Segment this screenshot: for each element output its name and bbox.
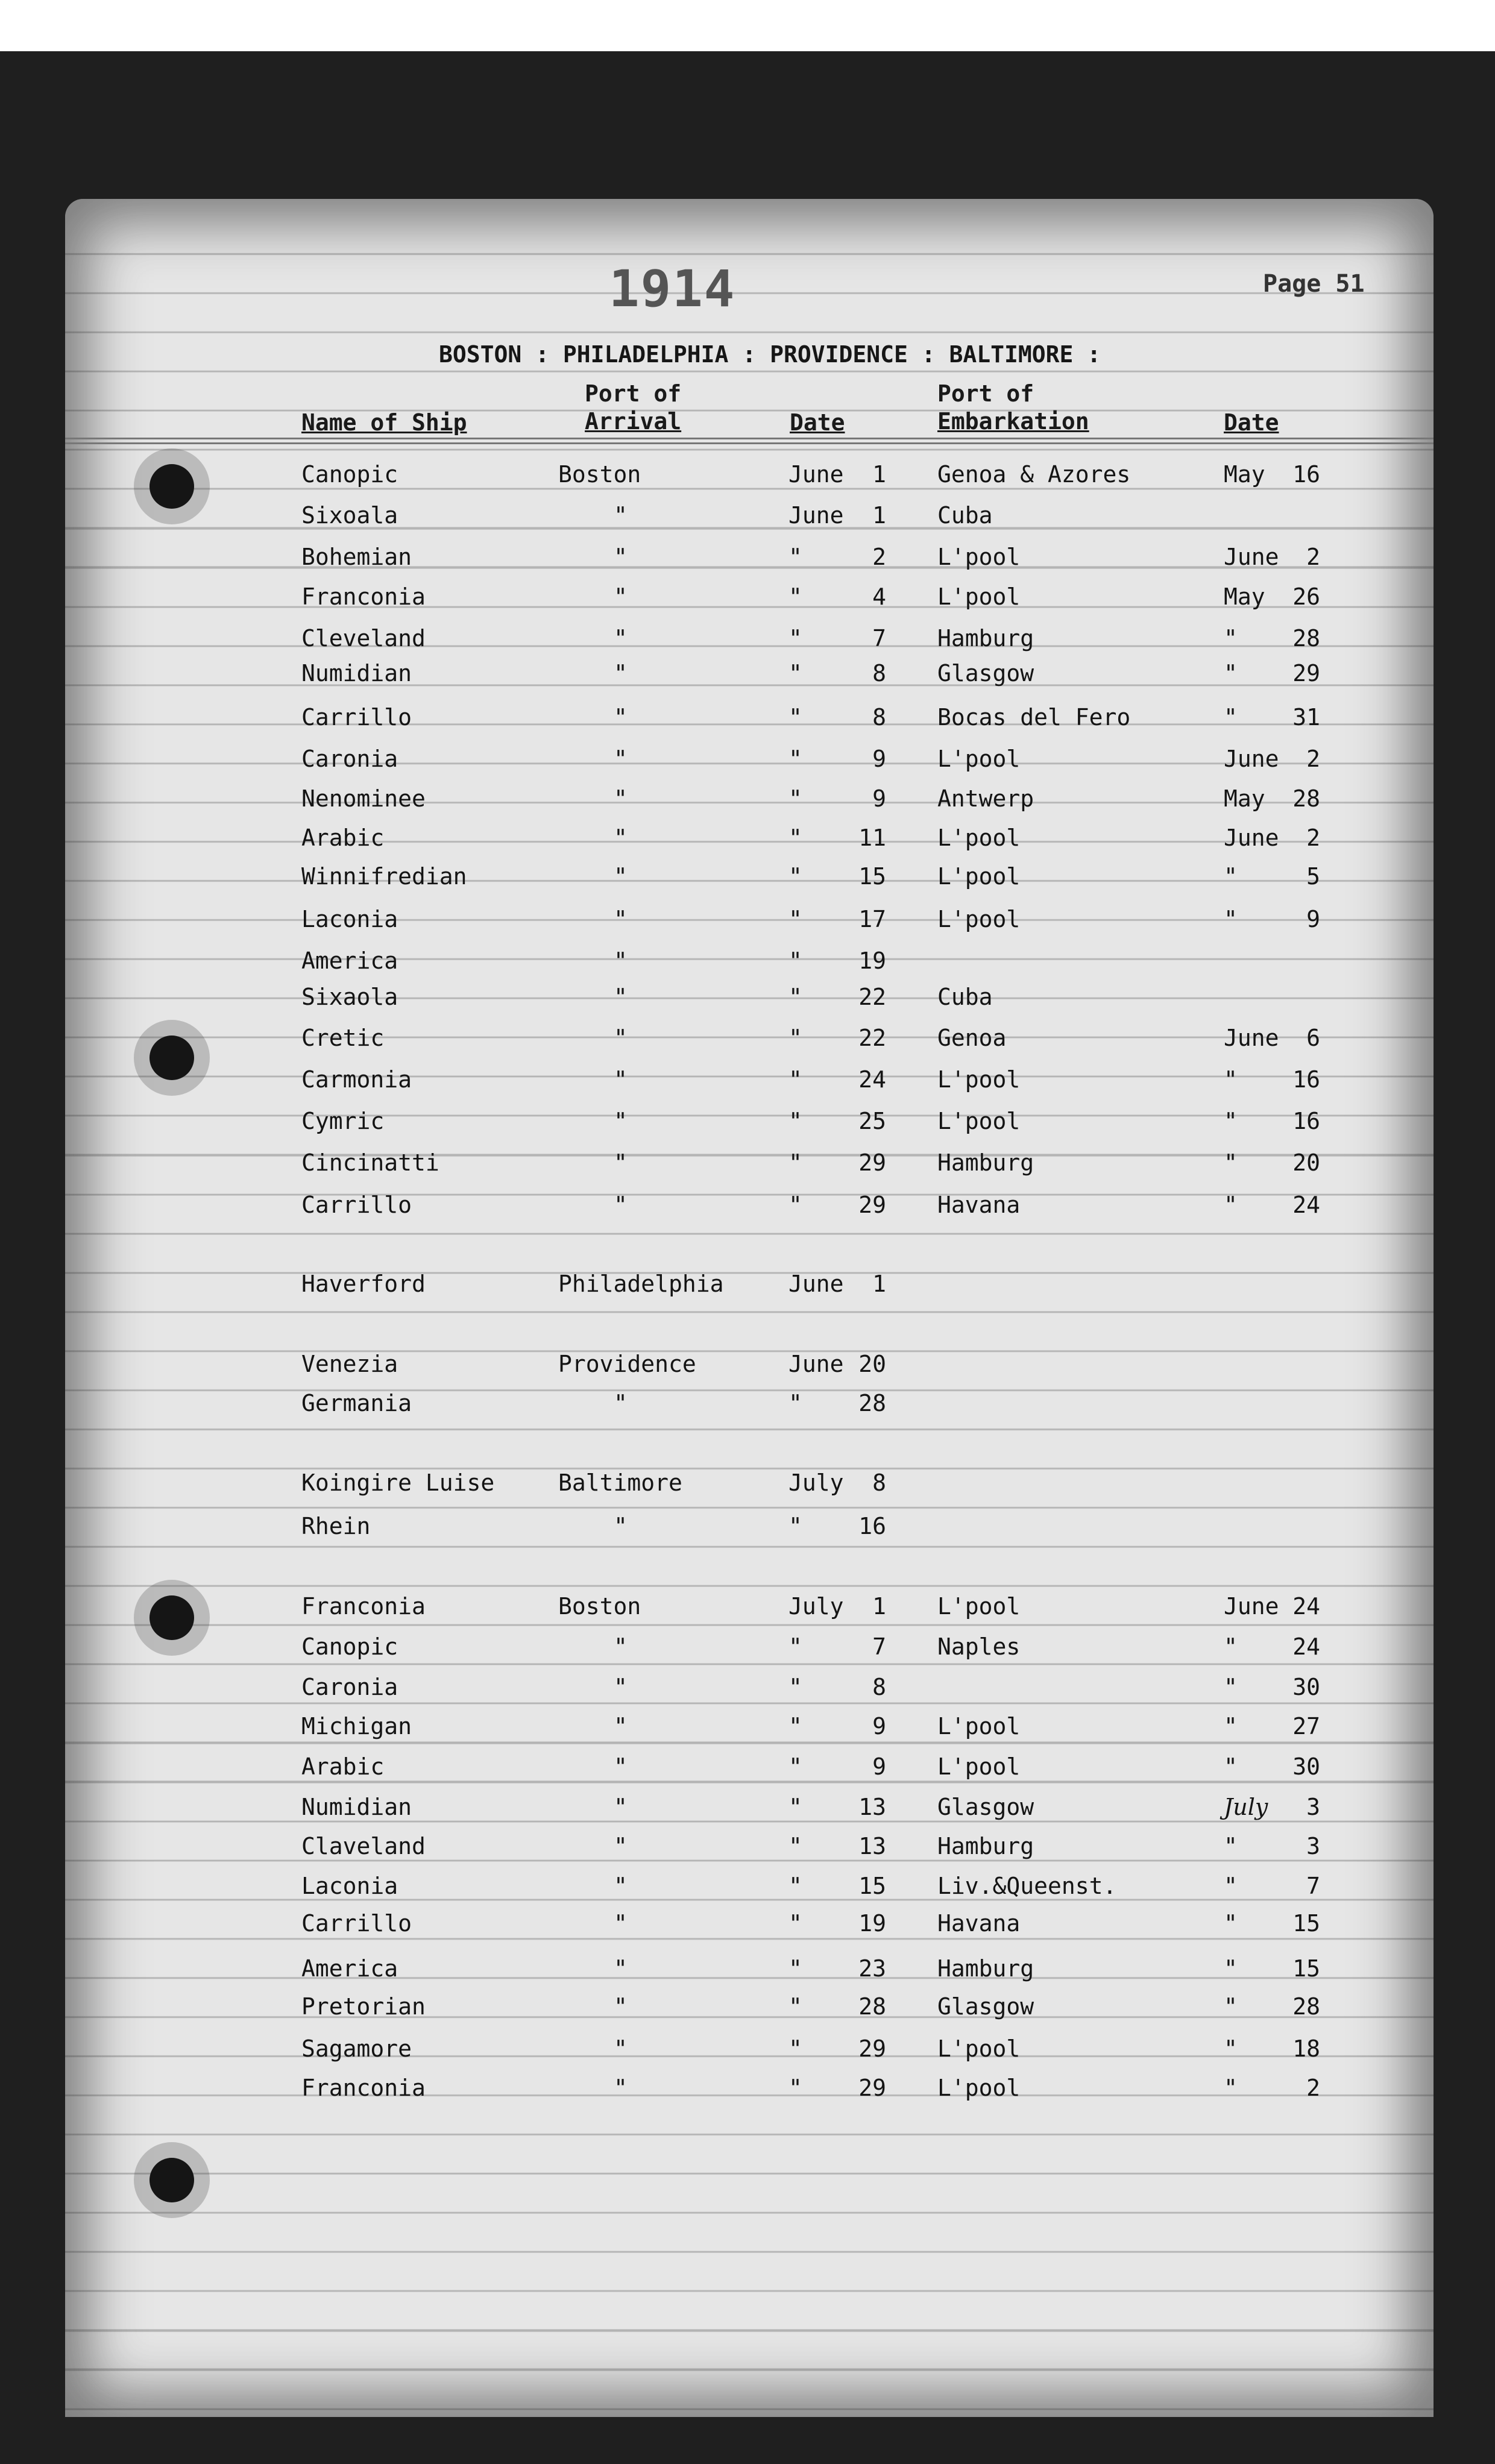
embarkation-month: June (1224, 544, 1279, 570)
embarkation-port: L'pool (937, 746, 1021, 772)
embarkation-day: 2 (1306, 746, 1320, 772)
embarkation-port: Genoa & Azores (937, 461, 1131, 488)
ship-name: Franconia (301, 1593, 426, 1620)
embarkation-month: June (1224, 1025, 1279, 1051)
embarkation-port: Havana (937, 1192, 1021, 1218)
embarkation-month: " (1224, 1192, 1238, 1218)
arrival-month: " (788, 863, 802, 890)
embarkation-day: 3 (1306, 1833, 1320, 1859)
arrival-month: " (788, 948, 802, 974)
embarkation-month: " (1224, 1674, 1238, 1700)
arrival-month: " (788, 1513, 802, 1539)
table-row (0, 1833, 1495, 1863)
table-row (0, 1593, 1495, 1623)
header-rule (65, 438, 1434, 439)
arrival-port: " (614, 625, 628, 652)
arrival-month: June (788, 1351, 844, 1377)
embarkation-port: L'pool (937, 1593, 1021, 1620)
embarkation-day: 24 (1292, 1593, 1320, 1620)
arrival-month: " (788, 785, 802, 812)
arrival-port: " (614, 660, 628, 687)
embarkation-month: " (1224, 1713, 1238, 1740)
ship-name: Cleveland (301, 625, 426, 652)
ship-name: Canopic (301, 1633, 398, 1660)
embarkation-month: June (1224, 1593, 1279, 1620)
embarkation-month: " (1224, 863, 1238, 890)
arrival-month: " (788, 746, 802, 772)
arrival-day: 4 (872, 583, 886, 610)
ship-name: Michigan (301, 1713, 412, 1740)
embarkation-day: 30 (1292, 1674, 1320, 1700)
embarkation-port: Glasgow (937, 1794, 1034, 1820)
arrival-port: " (614, 1873, 628, 1899)
arrival-port: " (614, 2035, 628, 2062)
embarkation-day: 6 (1306, 1025, 1320, 1051)
embarkation-month: " (1224, 1955, 1238, 1982)
embarkation-port: L'pool (937, 906, 1021, 932)
ship-name: America (301, 948, 398, 974)
arrival-month: " (788, 704, 802, 731)
arrival-month: July (788, 1469, 844, 1496)
arrival-port: Philadelphia (558, 1271, 724, 1297)
table-row (0, 1713, 1495, 1743)
arrival-port: " (614, 948, 628, 974)
arrival-day: 9 (872, 746, 886, 772)
ship-name: Franconia (301, 583, 426, 610)
arrival-port: " (614, 785, 628, 812)
ship-name: Franconia (301, 2075, 426, 2101)
ship-name: Carrillo (301, 704, 412, 731)
arrival-port: " (614, 1833, 628, 1859)
ship-name: Germania (301, 1390, 412, 1416)
embarkation-port: Antwerp (937, 785, 1034, 812)
ship-name: Sagamore (301, 2035, 412, 2062)
ship-name: Winnifredian (301, 863, 467, 890)
arrival-port: " (614, 544, 628, 570)
arrival-day: 24 (858, 1066, 886, 1093)
arrival-month: " (788, 1390, 802, 1416)
embarkation-port: L'pool (937, 2035, 1021, 2062)
arrival-day: 1 (872, 502, 886, 529)
table-row (0, 1910, 1495, 1940)
embarkation-month: " (1224, 1993, 1238, 2020)
embarkation-day: 20 (1292, 1149, 1320, 1176)
embarkation-port: L'pool (937, 1066, 1021, 1093)
arrival-month: " (788, 1713, 802, 1740)
embarkation-day: 26 (1292, 583, 1320, 610)
embarkation-port: Naples (937, 1633, 1021, 1660)
arrival-port: " (614, 1633, 628, 1660)
embarkation-month: " (1224, 2035, 1238, 2062)
arrival-month: " (788, 1149, 802, 1176)
table-row (0, 1674, 1495, 1704)
arrival-month: June (788, 461, 844, 488)
ship-name: Carrillo (301, 1910, 412, 1937)
col-header-ship: Name of Ship (301, 409, 467, 436)
embarkation-day: 2 (1306, 2075, 1320, 2101)
arrival-month: " (788, 1025, 802, 1051)
table-row (0, 2075, 1495, 2105)
table-row (0, 785, 1495, 816)
arrival-day: 29 (858, 2035, 886, 2062)
ship-name: Caronia (301, 746, 398, 772)
arrival-day: 1 (872, 461, 886, 488)
arrival-day: 17 (858, 906, 886, 932)
table-row (0, 625, 1495, 655)
table-row (0, 984, 1495, 1014)
table-row (0, 1066, 1495, 1096)
table-row (0, 1149, 1495, 1180)
arrival-port: " (614, 1390, 628, 1416)
table-row (0, 1469, 1495, 1500)
ship-name: Numidian (301, 660, 412, 687)
embarkation-day: 28 (1292, 1993, 1320, 2020)
col-header-embarkation: Port of Embarkation (937, 380, 1089, 435)
embarkation-day: 29 (1292, 660, 1320, 687)
col-header-arrival: Port of Arrival (585, 380, 682, 435)
arrival-day: 2 (872, 544, 886, 570)
arrival-month: " (788, 906, 802, 932)
ship-name: Carrillo (301, 1192, 412, 1218)
arrival-month: " (788, 1910, 802, 1937)
embarkation-port: Cuba (937, 502, 993, 529)
ship-name: Caronia (301, 1674, 398, 1700)
arrival-day: 13 (858, 1833, 886, 1859)
arrival-port: " (614, 1066, 628, 1093)
arrival-month: " (788, 825, 802, 851)
arrival-day: 22 (858, 1025, 886, 1051)
arrival-month: " (788, 2035, 802, 2062)
col-header-date: Date (790, 409, 845, 436)
table-row (0, 502, 1495, 532)
embarkation-month: " (1224, 906, 1238, 932)
table-row (0, 1271, 1495, 1301)
table-row (0, 863, 1495, 893)
arrival-day: 19 (858, 948, 886, 974)
arrival-port: " (614, 1513, 628, 1539)
arrival-day: 9 (872, 1753, 886, 1780)
arrival-port: " (614, 704, 628, 731)
arrival-month: " (788, 1066, 802, 1093)
arrival-day: 15 (858, 1873, 886, 1899)
arrival-port: " (614, 863, 628, 890)
embarkation-day: 24 (1292, 1633, 1320, 1660)
arrival-day: 29 (858, 1192, 886, 1218)
arrival-month: " (788, 1108, 802, 1134)
arrival-day: 22 (858, 984, 886, 1010)
table-row (0, 1753, 1495, 1784)
ship-name: America (301, 1955, 398, 1982)
ship-name: Claveland (301, 1833, 426, 1859)
arrival-port: " (614, 1753, 628, 1780)
arrival-port: " (614, 1108, 628, 1134)
table-row (0, 746, 1495, 776)
arrival-day: 28 (858, 1390, 886, 1416)
embarkation-port: L'pool (937, 544, 1021, 570)
embarkation-port: Hamburg (937, 1955, 1034, 1982)
arrival-month: " (788, 984, 802, 1010)
embarkation-month: " (1224, 704, 1238, 731)
table-row (0, 825, 1495, 855)
ship-name: Rhein (301, 1513, 371, 1539)
arrival-day: 20 (858, 1351, 886, 1377)
arrival-port: " (614, 1910, 628, 1937)
arrival-port: " (614, 1674, 628, 1700)
table-row (0, 660, 1495, 690)
arrival-day: 11 (858, 825, 886, 851)
embarkation-port: Cuba (937, 984, 993, 1010)
embarkation-day: 27 (1292, 1713, 1320, 1740)
embarkation-day: 5 (1306, 863, 1320, 890)
arrival-month: " (788, 1753, 802, 1780)
embarkation-port: L'pool (937, 1753, 1021, 1780)
embarkation-day: 2 (1306, 825, 1320, 851)
table-row (0, 948, 1495, 978)
arrival-month: " (788, 625, 802, 652)
embarkation-day: 16 (1292, 1066, 1320, 1093)
embarkation-month: " (1224, 1910, 1238, 1937)
arrival-month: " (788, 2075, 802, 2101)
ship-name: Cretic (301, 1025, 385, 1051)
page-year: 1914 (609, 259, 736, 318)
embarkation-day: 15 (1292, 1910, 1320, 1937)
table-row (0, 1873, 1495, 1903)
table-row (0, 704, 1495, 734)
embarkation-port: L'pool (937, 1713, 1021, 1740)
arrival-port: " (614, 984, 628, 1010)
arrival-port: " (614, 1713, 628, 1740)
embarkation-port: Bocas del Fero (937, 704, 1131, 731)
embarkation-month: " (1224, 1149, 1238, 1176)
arrival-day: 1 (872, 1593, 886, 1620)
arrival-day: 19 (858, 1910, 886, 1937)
embarkation-month: May (1224, 785, 1265, 812)
arrival-port: " (614, 1993, 628, 2020)
ship-name: Arabic (301, 825, 385, 851)
arrival-day: 9 (872, 1713, 886, 1740)
table-row (0, 544, 1495, 574)
header-rule (65, 442, 1434, 444)
embarkation-port: L'pool (937, 583, 1021, 610)
embarkation-month: June (1224, 825, 1279, 851)
ship-name: Venezia (301, 1351, 398, 1377)
table-row (0, 1108, 1495, 1138)
embarkation-port: Hamburg (937, 625, 1034, 652)
arrival-month: " (788, 1674, 802, 1700)
embarkation-port: Glasgow (937, 660, 1034, 687)
col-header-date2: Date (1224, 409, 1279, 436)
embarkation-month: May (1224, 461, 1265, 488)
embarkation-month: " (1224, 2075, 1238, 2101)
embarkation-month: " (1224, 1833, 1238, 1859)
arrival-month: " (788, 1873, 802, 1899)
arrival-month: " (788, 1192, 802, 1218)
ship-name: Carmonia (301, 1066, 412, 1093)
arrival-day: 16 (858, 1513, 886, 1539)
arrival-port: Boston (558, 1593, 641, 1620)
arrival-day: 7 (872, 625, 886, 652)
ship-name: Numidian (301, 1794, 412, 1820)
ship-name: Laconia (301, 1873, 398, 1899)
arrival-day: 13 (858, 1794, 886, 1820)
arrival-port: " (614, 1955, 628, 1982)
ship-name: Pretorian (301, 1993, 426, 2020)
embarkation-day: 3 (1306, 1794, 1320, 1820)
arrival-month: " (788, 583, 802, 610)
ship-name: Canopic (301, 461, 398, 488)
arrival-month: " (788, 1955, 802, 1982)
embarkation-port: Genoa (937, 1025, 1007, 1051)
embarkation-port: L'pool (937, 863, 1021, 890)
arrival-day: 23 (858, 1955, 886, 1982)
arrival-day: 8 (872, 704, 886, 731)
table-row (0, 583, 1495, 614)
arrival-port: Baltimore (558, 1469, 682, 1496)
arrival-month: " (788, 1794, 802, 1820)
embarkation-port: L'pool (937, 825, 1021, 851)
embarkation-day: 9 (1306, 906, 1320, 932)
arrival-month: " (788, 660, 802, 687)
embarkation-month: " (1224, 660, 1238, 687)
embarkation-day: 15 (1292, 1955, 1320, 1982)
table-row (0, 1993, 1495, 2023)
arrival-month: July (788, 1593, 844, 1620)
embarkation-day: 16 (1292, 1108, 1320, 1134)
embarkation-day: 28 (1292, 625, 1320, 652)
embarkation-day: 28 (1292, 785, 1320, 812)
binder-hole (150, 2158, 194, 2202)
arrival-day: 28 (858, 1993, 886, 2020)
table-row (0, 906, 1495, 936)
embarkation-port: Hamburg (937, 1149, 1034, 1176)
table-row (0, 1955, 1495, 1985)
embarkation-port: Hamburg (937, 1833, 1034, 1859)
arrival-day: 15 (858, 863, 886, 890)
embarkation-day: 30 (1292, 1753, 1320, 1780)
arrival-day: 8 (872, 1469, 886, 1496)
embarkation-month: " (1224, 1633, 1238, 1660)
arrival-port: " (614, 1149, 628, 1176)
arrival-day: 25 (858, 1108, 886, 1134)
embarkation-month: June (1224, 746, 1279, 772)
arrival-port: " (614, 1794, 628, 1820)
arrival-month: June (788, 502, 844, 529)
embarkation-month: " (1224, 1873, 1238, 1899)
arrival-port: " (614, 746, 628, 772)
ship-name: Koingire Luise (301, 1469, 495, 1496)
ship-name: Haverford (301, 1271, 426, 1297)
arrival-port: " (614, 1025, 628, 1051)
table-row (0, 1390, 1495, 1420)
embarkation-day: 7 (1306, 1873, 1320, 1899)
table-row (0, 1513, 1495, 1543)
arrival-month: " (788, 1833, 802, 1859)
table-row (0, 1633, 1495, 1664)
embarkation-port: L'pool (937, 2075, 1021, 2101)
arrival-day: 8 (872, 1674, 886, 1700)
arrival-day: 29 (858, 2075, 886, 2101)
page-number: Page 51 (1263, 270, 1365, 298)
ship-name: Cincinatti (301, 1149, 439, 1176)
arrival-day: 29 (858, 1149, 886, 1176)
ship-name: Cymric (301, 1108, 385, 1134)
arrival-day: 8 (872, 660, 886, 687)
arrival-day: 7 (872, 1633, 886, 1660)
ports-subtitle: BOSTON : PHILADELPHIA : PROVIDENCE : BALTIMORE : (439, 341, 1101, 368)
embarkation-month: May (1224, 583, 1265, 610)
ship-name: Sixoala (301, 502, 398, 529)
embarkation-month: July (1224, 1794, 1268, 1820)
arrival-day: 1 (872, 1271, 886, 1297)
embarkation-month: " (1224, 1108, 1238, 1134)
embarkation-day: 31 (1292, 704, 1320, 731)
ship-name: Nenominee (301, 785, 426, 812)
arrival-port: " (614, 825, 628, 851)
arrival-port: Boston (558, 461, 641, 488)
embarkation-day: 18 (1292, 2035, 1320, 2062)
table-row (0, 1025, 1495, 1055)
table-row (0, 2035, 1495, 2066)
arrival-month: " (788, 1993, 802, 2020)
embarkation-month: " (1224, 1066, 1238, 1093)
table-row (0, 461, 1495, 491)
arrival-port: " (614, 906, 628, 932)
arrival-day: 9 (872, 785, 886, 812)
arrival-month: " (788, 1633, 802, 1660)
ship-name: Bohemian (301, 544, 412, 570)
arrival-port: " (614, 583, 628, 610)
ship-name: Arabic (301, 1753, 385, 1780)
table-row (0, 1351, 1495, 1381)
table-row (0, 1192, 1495, 1222)
table-row (0, 1794, 1495, 1824)
embarkation-port: L'pool (937, 1108, 1021, 1134)
embarkation-port: Glasgow (937, 1993, 1034, 2020)
embarkation-day: 16 (1292, 461, 1320, 488)
embarkation-month: " (1224, 1753, 1238, 1780)
embarkation-port: Havana (937, 1910, 1021, 1937)
ship-name: Laconia (301, 906, 398, 932)
arrival-port: Providence (558, 1351, 696, 1377)
arrival-port: " (614, 1192, 628, 1218)
embarkation-port: Liv.&Queenst. (937, 1873, 1117, 1899)
embarkation-month: " (1224, 625, 1238, 652)
arrival-month: June (788, 1271, 844, 1297)
embarkation-day: 2 (1306, 544, 1320, 570)
arrival-month: " (788, 544, 802, 570)
embarkation-day: 24 (1292, 1192, 1320, 1218)
arrival-port: " (614, 2075, 628, 2101)
ship-name: Sixaola (301, 984, 398, 1010)
arrival-port: " (614, 502, 628, 529)
